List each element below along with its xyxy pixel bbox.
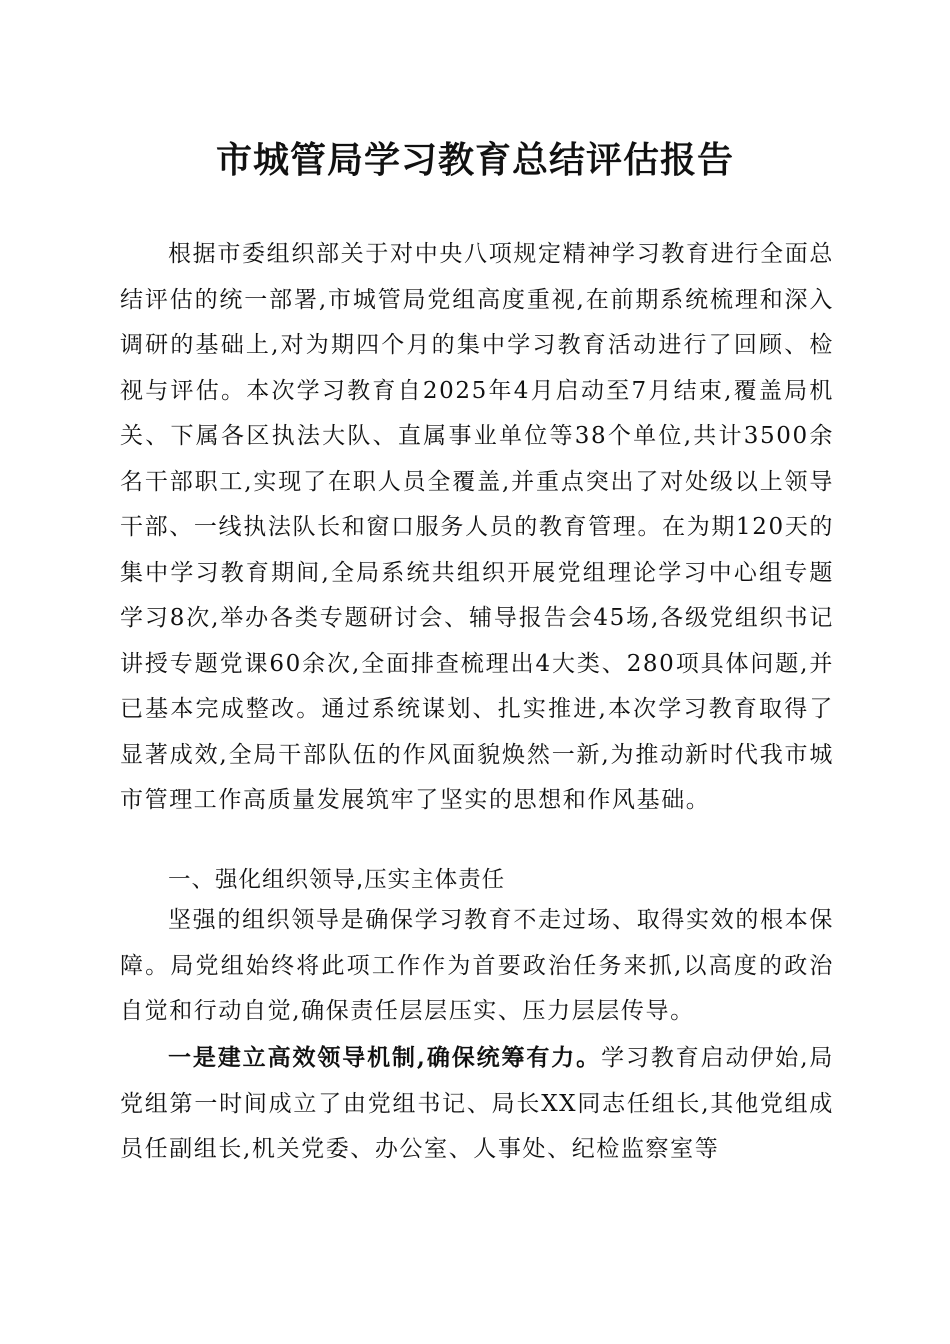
intro-paragraph: 根据市委组织部关于对中央八项规定精神学习教育进行全面总结评估的统一部署,市城管局党组高度重视,在前期系统梳理和深入调研的基础上,对为期四个月的集中学习教育活动进行了回顾、检视与评估。本次学习教育自2025年4月启动至7月结束,覆盖局机关、下属各区执法大队、直属事业单位等38个单位,共计3500余名干部职工,实现了在职人员全覆盖,并重点突出了对处级以上领导干部、一线执法队长和窗口服务人员的教育管理。在为期120天的集中学习教育期间,全局系统共组织开展党组理论学习中心组专题学习8次,举办各类专题研讨会、辅导报告会45场,各级党组织书记讲授专题党课60余次,全面排查梳理出4大类、280项具体问题,并已基本完成整改。通过系统谋划、扎实推进,本次学习教育取得了显著成效,全局干部队伍的作风面貌焕然一新,为推动新时代我市城市管理工作高质量发展筑牢了坚实的思想和作风基础。 [120,241,834,813]
item-text: 学习教育启动伊始,局党组第一时间成立了由党组书记、局长XX同志任组长,其他党组成员任副组长,机关党委、办公室、人事处、纪检监察室等 [120,1045,834,1162]
section-heading: 一、强化组织领导,压实主体责任 [168,867,506,893]
section-paragraph: 坚强的组织领导是确保学习教育不走过场、取得实效的根本保障。局党组始终将此项工作作为首要政治任务来抓,以高度的政治自觉和行动自觉,确保责任层层压实、压力层层传导。 [120,907,834,1024]
item-lead: 一是建立高效领导机制,确保统筹有力。 [168,1044,602,1071]
document-title: 市城管局学习教育总结评估报告 [215,139,734,181]
section-item-paragraph [120,1035,834,1173]
